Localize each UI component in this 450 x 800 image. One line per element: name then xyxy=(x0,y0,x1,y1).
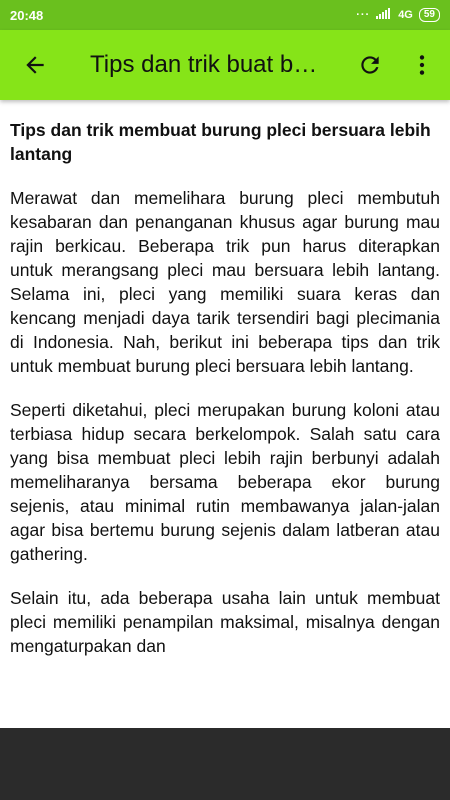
article-paragraph: Selain itu, ada beberapa usaha lain untuk membuat pleci memiliki penampilan maksimal, misalnya dengan mengaturpakan dan xyxy=(10,588,440,656)
arrow-left-icon xyxy=(22,52,48,78)
system-navigation-bar xyxy=(0,728,450,800)
back-button[interactable] xyxy=(11,41,59,89)
battery-icon: 59 xyxy=(419,8,440,22)
refresh-icon xyxy=(357,52,383,78)
article-content[interactable] xyxy=(0,100,450,728)
status-time: 20:48 xyxy=(10,7,44,23)
status-indicators xyxy=(356,8,440,22)
more-vertical-icon xyxy=(409,52,435,78)
refresh-button[interactable] xyxy=(346,41,394,89)
article-paragraph: Seperti diketahui, pleci merupakan burung koloni atau terbiasa hidup secara berkelompok. Salah satu cara yang bisa membuat pleci lebih rajin berbunyi adalah memeliharanya bersama beberapa ekor burung sejenis, atau minimal rutin membawanya jalan-jalan agar bisa bertemu burung sejenis dalam latberan atau gathering. xyxy=(10,400,440,564)
more-options-button[interactable] xyxy=(398,41,446,89)
notification-dots-icon: ··· xyxy=(356,9,371,21)
app-toolbar xyxy=(0,30,450,100)
network-type: 4G xyxy=(398,9,413,21)
article-paragraph: Merawat dan memelihara burung pleci membutuh kesabaran dan penanganan khusus agar burung mau rajin berkicau. Beberapa trik pun harus diterapkan untuk merangsang pleci mau bersuara lebih lantang. Selama ini, pleci yang memiliki suara keras dan kencang menjadi daya tarik tersendiri bagi plecimania di Indonesia. Nah, berikut ini beberapa tips dan trik untuk membuat burung pleci bersuara lebih lantang. xyxy=(10,188,440,376)
page-title: Tips dan trik buat b… xyxy=(90,51,318,78)
status-bar xyxy=(0,0,450,30)
article-title: Tips dan trik membuat burung pleci bersuara lebih lantang xyxy=(10,120,431,164)
signal-icon xyxy=(376,8,392,22)
